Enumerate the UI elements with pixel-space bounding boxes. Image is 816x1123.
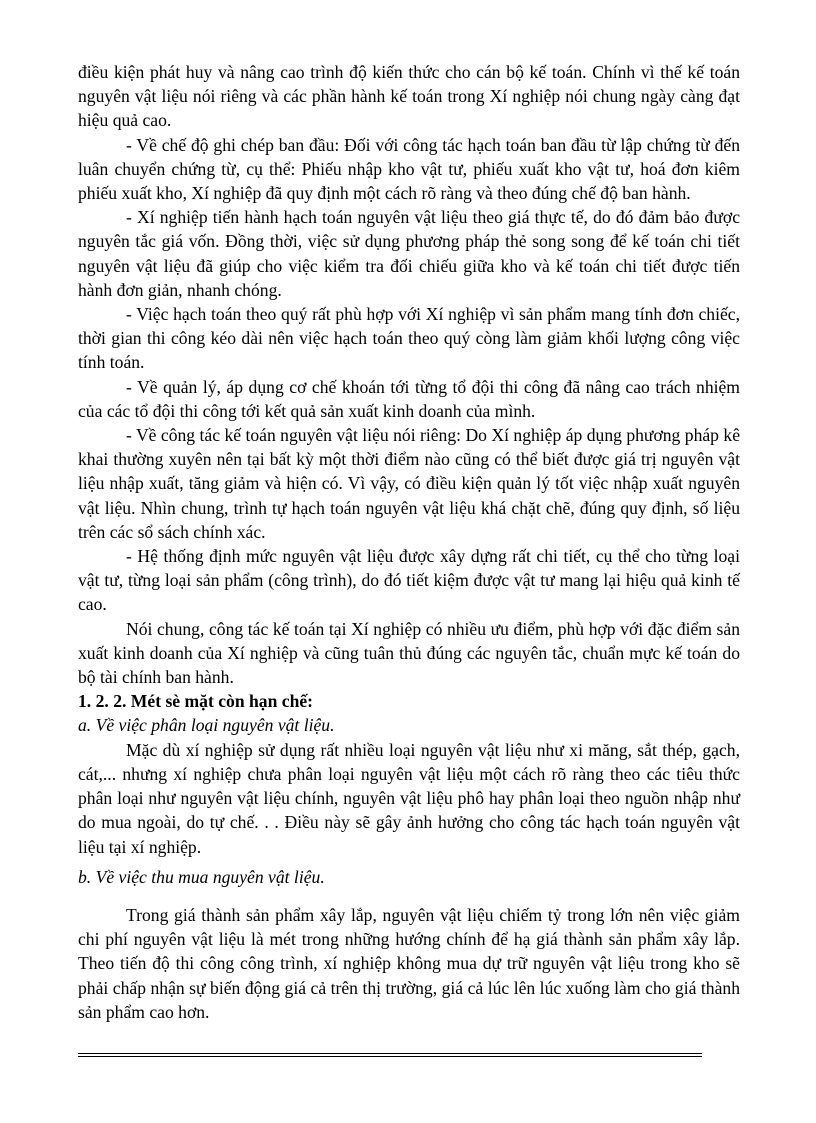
section-heading: 1. 2. 2. Mét sè mặt còn hạn chế: xyxy=(78,691,314,712)
paragraph-summary: Nói chung, công tác kế toán tại Xí nghiệp có nhiều ưu điểm, phù hợp với đặc điểm sản xuất kinh doanh của Xí nghiệp và cũng tuân thủ đúng các nguyên tắc, chuẩn mực kế toán do bộ tài chính ban hành. xyxy=(78,618,740,688)
subsection-b-title: b. Về việc thu mua nguyên vật liệu. xyxy=(78,866,325,887)
footer-double-rule xyxy=(78,1053,702,1057)
subsection-a-title: a. Về việc phân loại nguyên vật liệu. xyxy=(78,715,335,736)
paragraph-quarterly-accounting: - Việc hạch toán theo quý rất phù hợp với Xí nghiệp vì sản phẩm mang tính đơn chiếc, thời gian thi công kéo dài nên việc hạch toán theo quý còng làm giảm khối lượng công việc tính toán. xyxy=(78,304,740,373)
paragraph-initial-records: - Về chế độ ghi chép ban đầu: Đối với công tác hạch toán ban đầu từ lập chứng từ đến luân chuyển chứng từ, cụ thể: Phiếu nhập kho vật tư, phiếu xuất kho vật tư, hoá đơn kiêm phiếu xuất kho, Xí nghiệp đã quy định một cách rõ ràng và theo đúng chế độ ban hành. xyxy=(78,134,740,204)
paragraph-actual-cost: - Xí nghiệp tiến hành hạch toán nguyên vật liệu theo giá thực tế, do đó đảm bảo được nguyên tắc giá vốn. Đồng thời, việc sử dụng phương pháp thẻ song song để kế toán chi tiết nguyên vật liệu đã giúp cho việc kiểm tra đối chiếu giữa kho và kế toán chi tiết được tiến hành đơn giản, nhanh chóng. xyxy=(78,207,740,300)
subsection-a-text: Mặc dù xí nghiệp sử dụng rất nhiều loại nguyên vật liệu như xi măng, sắt thép, gạch, cát,... nhưng xí nghiệp chưa phân loại nguyên vật liệu một cách rõ ràng theo các tiêu thức phân loại như nguyên vật liệu chính, nguyên vật liệu phô hay phân loại theo nguồn nhập như do mua ngoài, do tự chế. . . Điều này sẽ gây ảnh hưởng cho công tác hạch toán nguyên vật liệu tại xí nghiệp. xyxy=(78,739,740,857)
paragraph-intro: điều kiện phát huy và nâng cao trình độ kiến thức cho cán bộ kế toán. Chính vì thế kế toán nguyên vật liệu nói riêng và các phần hành kế toán trong Xí nghiệp nói chung ngày càng đạt hiệu quả cao. xyxy=(78,62,740,131)
document-page xyxy=(78,60,740,1024)
paragraph-management: - Về quản lý, áp dụng cơ chế khoán tới từng tổ đội thi công đã nâng cao trách nhiệm của các tổ đội thi công tới kết quả sản xuất kinh doanh của mình. xyxy=(78,376,740,421)
paragraph-material-accounting: - Về công tác kế toán nguyên vật liệu nói riêng: Do Xí nghiệp áp dụng phương pháp kê khai thường xuyên nên tại bất kỳ một thời điểm nào cũng có thể biết được giá trị nguyên vật liệu nhập xuất, tăng giảm và hiện có. Vì vậy, có điều kiện quản lý tốt việc nhập xuất nguyên vật liệu. Nhìn chung, trình tự hạch toán nguyên vật liệu khá chặt chẽ, đúng quy định, số liệu trên các sổ sách chính xác. xyxy=(78,425,740,542)
subsection-b-text: Trong giá thành sản phẩm xây lắp, nguyên vật liệu chiếm tỷ trong lớn nên việc giảm chi phí nguyên vật liệu là mét trong những hướng chính để hạ giá thành sản phẩm xây lắp. Theo tiến độ thi công công trình, xí nghiệp không mua dự trữ nguyên vật liệu trong kho sẽ phải chấp nhận sự biến động giá cả trên thị trường, giá cả lúc lên lúc xuống làm cho giá thành sản phẩm cao hơn. xyxy=(78,904,740,1022)
paragraph-norms: - Hệ thống định mức nguyên vật liệu được xây dựng rất chi tiết, cụ thể cho từng loại vật tư, từng loại sản phẩm (công trình), do đó tiết kiệm được vật tư mang lại hiệu quả kinh tế cao. xyxy=(78,546,740,615)
